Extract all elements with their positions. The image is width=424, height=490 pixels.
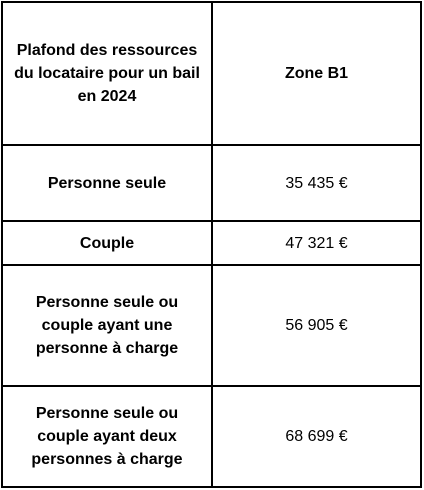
table-header-row — [2, 2, 421, 145]
header-label-cell: Plafond des ressources du locataire pour un bail en 2024 — [2, 2, 212, 145]
row-value-cell: 68 699 € — [212, 386, 421, 487]
header-zone-cell: Zone B1 — [212, 2, 421, 145]
row-value-cell: 56 905 € — [212, 265, 421, 386]
table-row — [2, 145, 421, 221]
row-value-cell: 47 321 € — [212, 221, 421, 265]
row-label-cell: Personne seule ou couple ayant une personne à charge — [2, 265, 212, 386]
row-value-cell: 35 435 € — [212, 145, 421, 221]
table-row — [2, 386, 421, 487]
row-label-cell: Personne seule — [2, 145, 212, 221]
row-label-cell: Personne seule ou couple ayant deux personnes à charge — [2, 386, 212, 487]
table-row — [2, 221, 421, 265]
row-label-cell: Couple — [2, 221, 212, 265]
income-ceiling-table — [1, 1, 422, 488]
table-row — [2, 265, 421, 386]
